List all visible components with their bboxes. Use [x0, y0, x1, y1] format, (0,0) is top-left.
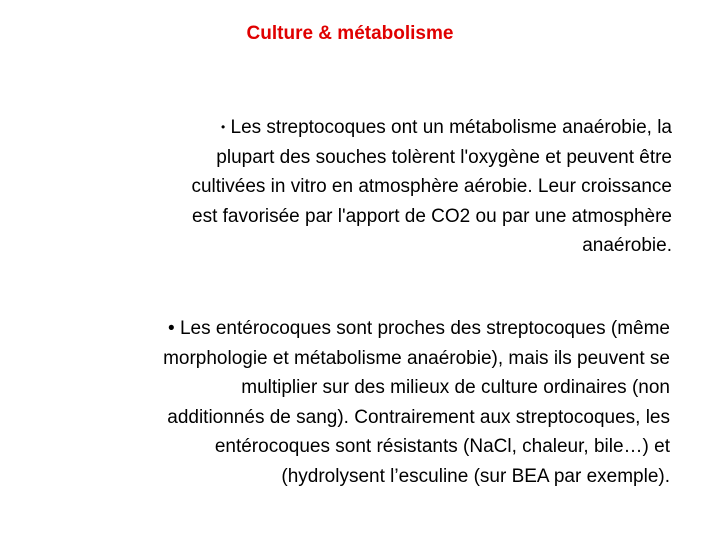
paragraph-line: cultivées in vitro en atmosphère aérobie. Leur croissance: [191, 176, 672, 197]
paragraph-line: morphologie et métabolisme anaérobie), mais ils peuvent se: [163, 347, 670, 369]
paragraph-line-text: Les entérocoques sont proches des streptocoques (même: [179, 318, 670, 339]
paragraph-line: multiplier sur des milieux de culture ordinaires (non: [241, 377, 670, 398]
bullet-icon: •: [168, 318, 175, 339]
paragraph-line: [163, 314, 670, 344]
paragraph-line: plupart des souches tolèrent l'oxygène et peuvent être: [216, 146, 672, 168]
bullet-icon: •: [221, 120, 226, 134]
paragraph-line: [191, 113, 672, 143]
paragraph-line: est favorisée par l'apport de CO2 ou par une atmosphère: [192, 205, 672, 227]
slide-title: Culture & métabolisme: [246, 23, 454, 44]
paragraph-line-text: Les streptocoques ont un métabolisme anaérobie, la: [230, 117, 672, 138]
paragraph-enterococci: [163, 314, 670, 491]
paragraph-line: (hydrolysent l’esculine (sur BEA par exemple).: [281, 465, 670, 487]
paragraph-line: entérocoques sont résistants (NaCl, chaleur, bile…) et: [214, 436, 670, 457]
paragraph-streptococci: [191, 113, 672, 261]
paragraph-line: anaérobie.: [582, 235, 672, 256]
paragraph-line: additionnés de sang). Contrairement aux streptocoques, les: [167, 406, 670, 428]
